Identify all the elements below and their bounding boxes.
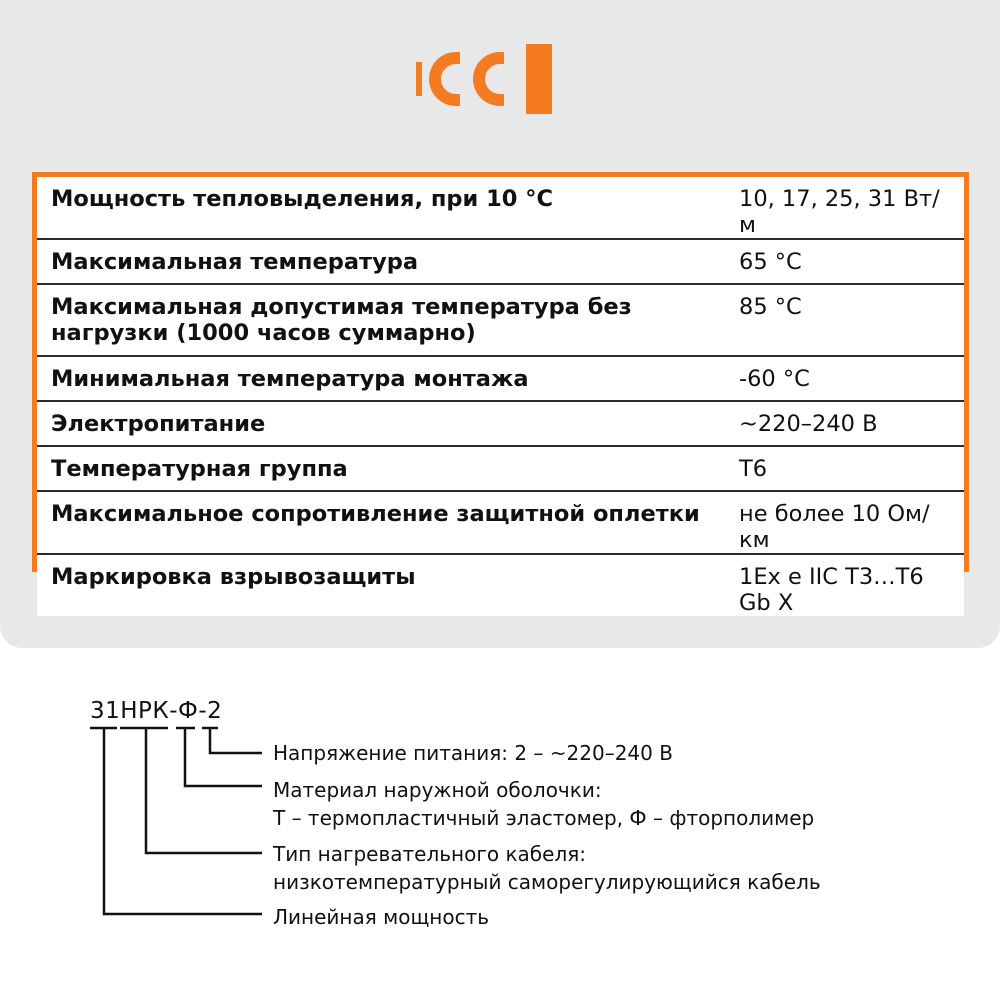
table-row — [37, 239, 964, 284]
legend-power: Линейная мощность — [273, 905, 490, 929]
spec-value: 65 °С — [713, 239, 964, 284]
table-row — [37, 284, 964, 356]
spec-param: Электропитание — [37, 401, 713, 446]
table-row — [37, 554, 964, 616]
spec-param: Максимальное сопротивление защитной оплетки — [37, 491, 713, 554]
table-row — [37, 401, 964, 446]
legend-sheath-desc: Т – термопластичный эластомер, Ф – фторполимер — [273, 806, 815, 830]
table-row — [37, 177, 964, 239]
spec-value: 1Ex e IIC T3…T6 Gb X — [739, 564, 924, 616]
spec-value: 10, 17, 25, 31 Вт/м — [713, 177, 964, 239]
logo — [412, 44, 554, 114]
spec-param: Маркировка взрывозащиты — [51, 564, 416, 590]
designation-diagram — [0, 690, 1000, 950]
table-row — [37, 356, 964, 401]
spec-table — [37, 177, 964, 616]
spec-value: Т6 — [713, 446, 964, 491]
spec-param: Мощность тепловыделения, при 10 °С — [37, 177, 713, 239]
spec-table-frame — [32, 172, 969, 616]
legend-cable-title: Тип нагревательного кабеля: — [273, 842, 586, 866]
spec-param: Максимальная температура — [37, 239, 713, 284]
legend-voltage: Напряжение питания: 2 – ~220–240 В — [273, 741, 673, 765]
spec-param: Температурная группа — [37, 446, 713, 491]
spec-param: Минимальная температура монтажа — [37, 356, 713, 401]
designation-code: 31НРК-Ф-2 — [90, 698, 223, 724]
spec-value: -60 °С — [713, 356, 964, 401]
spec-value: ~220–240 В — [713, 401, 964, 446]
table-row — [37, 491, 964, 554]
legend-sheath-title: Материал наружной оболочки: — [273, 778, 602, 802]
legend-cable-desc: низкотемпературный саморегулирующийся кабель — [273, 870, 821, 894]
table-row — [37, 446, 964, 491]
spec-value: 85 °С — [713, 284, 964, 356]
spec-value: не более 10 Ом/км — [713, 491, 964, 554]
spec-param: Максимальная допустимая температура без нагрузки (1000 часов суммарно) — [37, 284, 713, 356]
cci-logo-icon — [412, 44, 554, 114]
